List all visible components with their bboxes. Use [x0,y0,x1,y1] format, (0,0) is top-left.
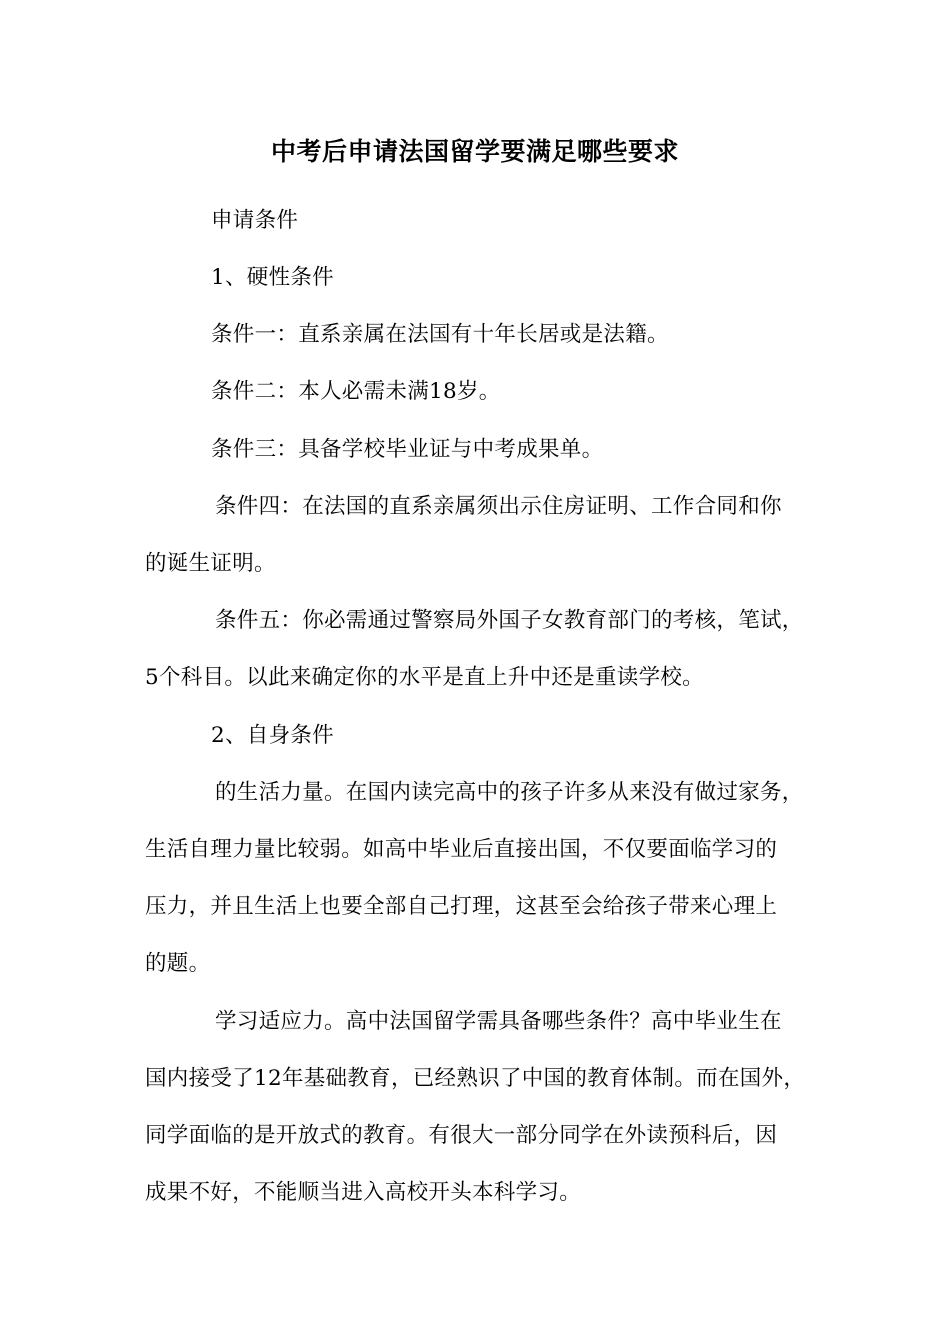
condition-three-text: 条件三：具备学校毕业证与中考成果单。 [211,437,604,462]
paragraph-learning-adaptability-line-1: 学习适应力。高中法国留学需具备哪些条件？高中毕业生在 [215,1009,782,1034]
subsection-heading-hard-conditions: 1、硬性条件 [211,265,334,290]
condition-four-text-line-2: 的诞生证明。 [145,551,276,576]
paragraph-life-ability-line-1: 的生活力量。在国内读完高中的孩子许多从来没有做过家务， [215,780,804,805]
paragraph-learning-adaptability-line-3: 同学面临的是开放式的教育。有很大一部分同学在外读预科后，因 [145,1123,778,1148]
condition-five-text-line-1: 条件五：你必需通过警察局外国子女教育部门的考核，笔试， [215,608,804,633]
subsection-heading-personal-conditions: 2、自身条件 [211,723,334,748]
section-heading-application-conditions: 申请条件 [211,208,299,233]
condition-one-text: 条件一：直系亲属在法国有十年长居或是法籍。 [211,322,669,347]
paragraph-learning-adaptability-line-4: 成果不好，不能顺当进入高校开头本科学习。 [145,1180,582,1205]
condition-two-text: 条件二：本人必需未满18岁。 [211,379,501,404]
paragraph-life-ability-line-4: 的题。 [145,951,211,976]
paragraph-life-ability-line-2: 生活自理力量比较弱。如高中毕业后直接出国，不仅要面临学习的 [145,837,778,862]
paragraph-life-ability-line-3: 压力，并且生活上也要全部自己打理，这甚至会给孩子带来心理上 [145,894,778,919]
condition-four-text-line-1: 条件四：在法国的直系亲属须出示住房证明、工作合同和你 [215,494,782,519]
document-title: 中考后申请法国留学要满足哪些要求 [270,137,679,166]
paragraph-learning-adaptability-line-2: 国内接受了12年基础教育，已经熟识了中国的教育体制。而在国外， [145,1066,806,1091]
condition-five-text-line-2: 5个科目。以此来确定你的水平是直上升中还是重读学校。 [145,665,704,690]
